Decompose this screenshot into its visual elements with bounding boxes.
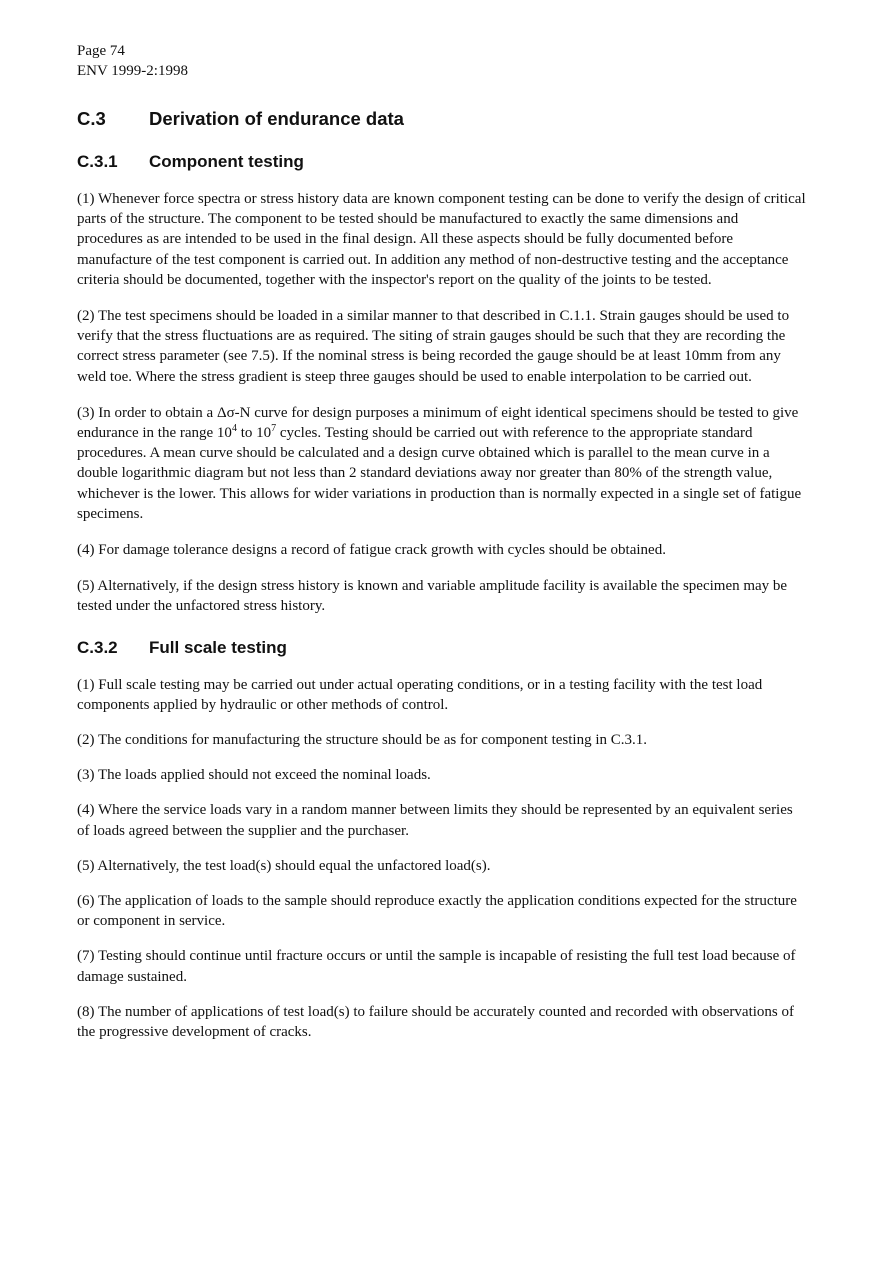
subsection-title: Component testing bbox=[149, 152, 304, 171]
paragraph-c31-1: (1) Whenever force spectra or stress history data are known component testing can be done to verify the design of critical parts of the structure. The component to be tested should be manufactured to exactly the same dimensions and procedures as are intended to be used in the final design. All these aspects should be fully documented before manufacture of the test component is carried out. In addition any method of non-destructive testing and the acceptance criteria should be documented, together with the inspector's report on the quality of the joints to be tested. bbox=[77, 191, 806, 288]
standard-reference: ENV 1999-2:1998 bbox=[77, 63, 188, 79]
paragraph-c32-2: (2) The conditions for manufacturing the structure should be as for component testing in C.3.1. bbox=[77, 732, 648, 749]
paragraph-c32-6: (6) The application of loads to the sample should reproduce exactly the application conditions expected for the structure or component in service. bbox=[77, 893, 797, 930]
paragraph-c32-7: (7) Testing should continue until fracture occurs or until the sample is incapable of resisting the full test load because of damage sustained. bbox=[77, 948, 796, 985]
paragraph-text: (3) In order to obtain a Δσ-N curve for design purposes a minimum of eight identical specimens should be tested to give endurance in the range 10 bbox=[77, 404, 799, 442]
paragraph-c31-5: (5) Alternatively, if the design stress history is known and variable amplitude facility is available the specimen may be tested under the unfactored stress history. bbox=[77, 578, 788, 615]
subsection-title: Full scale testing bbox=[149, 637, 287, 657]
paragraph-c32-3: (3) The loads applied should not exceed the nominal loads. bbox=[77, 767, 431, 784]
exponent: 7 bbox=[271, 423, 277, 435]
subsection-number: C.3.1 bbox=[77, 152, 118, 171]
section-number: C.3 bbox=[77, 108, 106, 129]
section-heading bbox=[77, 107, 807, 131]
paragraph-c31-2: (2) The test specimens should be loaded in a similar manner to that described in C.1.1. Strain gauges should be used to verify that the stress fluctuations are as required. The siting of strain gauges should be such that they are recording the correct stress parameter (see 7.5). If the nominal stress is being recorded the gauge should be at least 10mm from any weld toe. Where the stress gradient is steep three gauges should be used to enable interpolation to be carried out. bbox=[77, 308, 790, 385]
subsection-number: C.3.2 bbox=[77, 637, 118, 657]
page-content bbox=[77, 41, 807, 1042]
paragraph-text: cycles. Testing should be carried out with reference to the appropriate standard procedures. A mean curve should be calculated and a design curve obtained which is parallel to the mean curve in a double logarithmic diagram but not less than 2 standard deviations away nor greater than 80% of the strength value, whichever is the lower. This allows for wider variations in production than is normally expected in a single set of fatigue specimens. bbox=[77, 425, 802, 522]
section-title: Derivation of endurance data bbox=[149, 108, 404, 129]
paragraph-c32-4: (4) Where the service loads vary in a random manner between limits they should be represented by an equivalent series of loads agreed between the supplier and the purchaser. bbox=[77, 802, 793, 839]
paragraph-c31-4: (4) For damage tolerance designs a record of fatigue crack growth with cycles should be obtained. bbox=[77, 542, 666, 559]
paragraph-c32-1: (1) Full scale testing may be carried out under actual operating conditions, or in a testing facility with the test load components applied by hydraulic or other methods of control. bbox=[77, 676, 763, 713]
exponent: 4 bbox=[231, 423, 237, 435]
paragraph-c32-8: (8) The number of applications of test load(s) to failure should be accurately counted and recorded with observations of the progressive development of cracks. bbox=[77, 1003, 794, 1041]
page-number: Page 74 bbox=[77, 43, 125, 59]
paragraph-c32-5: (5) Alternatively, the test load(s) should equal the unfactored load(s). bbox=[77, 857, 491, 874]
subsection-heading-c31 bbox=[77, 151, 807, 173]
paragraph-c31-3 bbox=[77, 403, 807, 524]
subsection-heading-c32 bbox=[77, 637, 807, 659]
paragraph-text: to 10 bbox=[236, 425, 272, 442]
